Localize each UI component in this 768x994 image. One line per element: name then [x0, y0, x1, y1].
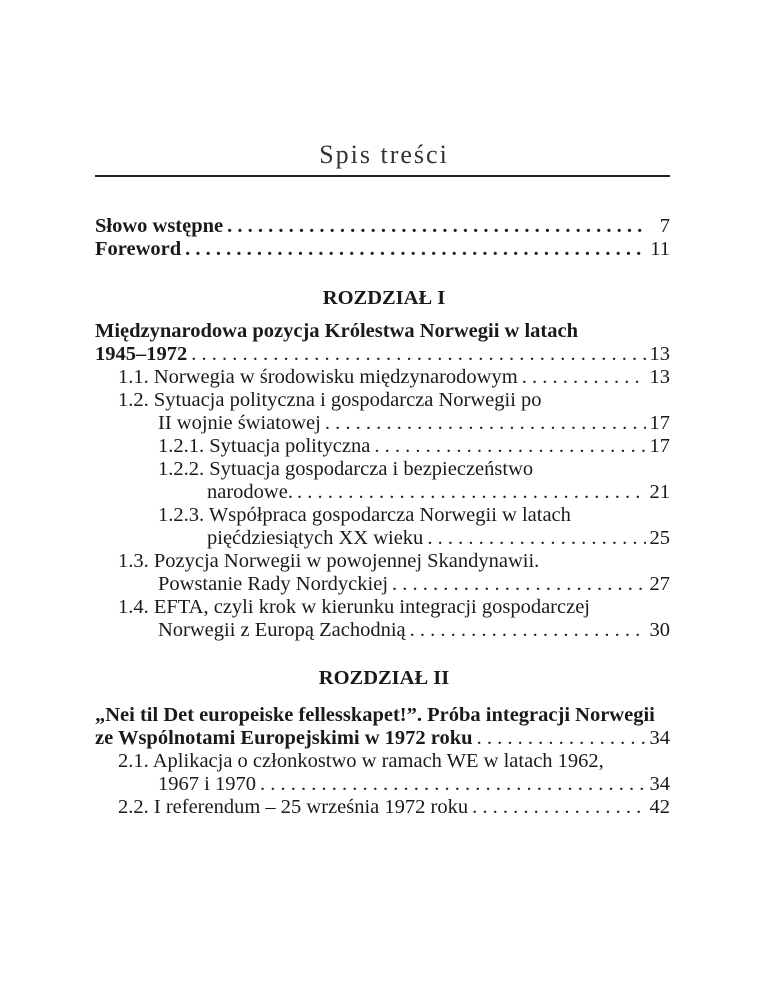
toc-entry-foreword[interactable] — [95, 236, 670, 262]
page-number: 34 — [649, 773, 670, 795]
page-number: 17 — [649, 435, 670, 457]
page-number: 25 — [649, 527, 670, 549]
toc-entry-1-4[interactable] — [158, 617, 670, 643]
toc-entry-label: ze Wspólnotami Europejskimi w 1972 roku — [95, 727, 473, 749]
toc-entry-label: 1.1. Norwegia w środowisku międzynarodowym — [118, 366, 518, 388]
toc-entry-1-3-line1[interactable]: 1.3. Pozycja Norwegii w powojennej Skandynawii. — [118, 550, 540, 572]
page-number: 13 — [649, 366, 670, 388]
page-number: 34 — [649, 727, 670, 749]
toc-entry-2-2[interactable] — [118, 794, 670, 820]
chapter-1-title-line1[interactable]: Międzynarodowa pozycja Królestwa Norwegii w latach — [95, 320, 579, 342]
toc-entry-1-4-line1[interactable]: 1.4. EFTA, czyli krok w kierunku integracji gospodarczej — [118, 596, 591, 618]
toc-entry-1-2-2-line1[interactable]: 1.2.2. Sytuacja gospodarcza i bezpieczeństwo — [158, 458, 534, 480]
page-number: 13 — [649, 343, 670, 365]
toc-entry-label: 1.2.1. Sytuacja polityczna — [158, 435, 371, 457]
title-divider — [95, 175, 670, 177]
toc-entry-label: Foreword — [95, 238, 182, 260]
dot-leader — [410, 617, 646, 643]
toc-entry-label: 1945–1972 — [95, 343, 188, 365]
toc-entry-1-2-3-line1[interactable]: 1.2.3. Współpraca gospodarcza Norwegii w latach — [158, 504, 571, 526]
toc-entry-label: narodowe. — [207, 481, 293, 503]
page-number: 42 — [649, 796, 670, 818]
page-title: Spis treści — [319, 140, 449, 169]
dot-leader — [185, 236, 646, 262]
toc-entry-2-1-line1[interactable]: 2.1. Aplikacja o członkostwo w ramach WE w latach 1962, — [118, 750, 604, 772]
page-number: 27 — [649, 573, 670, 595]
toc-entry-1-2-line1[interactable]: 1.2. Sytuacja polityczna i gospodarcza Norwegii po — [118, 389, 542, 411]
toc-entry-label: 1967 i 1970 — [158, 773, 256, 795]
page-number: 11 — [650, 238, 670, 260]
toc-entry-label: pięćdziesiątych XX wieku — [207, 527, 424, 549]
page-number: 7 — [659, 215, 670, 237]
toc-entry-label: Powstanie Rady Nordyckiej — [158, 573, 389, 595]
chapter-heading-2: ROZDZIAŁ II — [318, 667, 450, 689]
toc-entry-label: Słowo wstępne — [95, 215, 224, 237]
dot-leader — [472, 794, 645, 820]
page-number: 30 — [649, 619, 670, 641]
toc-entry-label: Norwegii z Europą Zachodnią — [158, 619, 406, 641]
chapter-heading-1: ROZDZIAŁ I — [322, 287, 446, 309]
page-number: 17 — [649, 412, 670, 434]
page-number: 21 — [649, 481, 670, 503]
chapter-2-title-line1[interactable]: „Nei til Det europeiske fellesskapet!”. Próba integracji Norwegii — [95, 704, 655, 726]
toc-entry-label: 2.2. I referendum – 25 września 1972 roku — [118, 796, 469, 818]
toc-entry-label: II wojnie światowej — [158, 412, 321, 434]
